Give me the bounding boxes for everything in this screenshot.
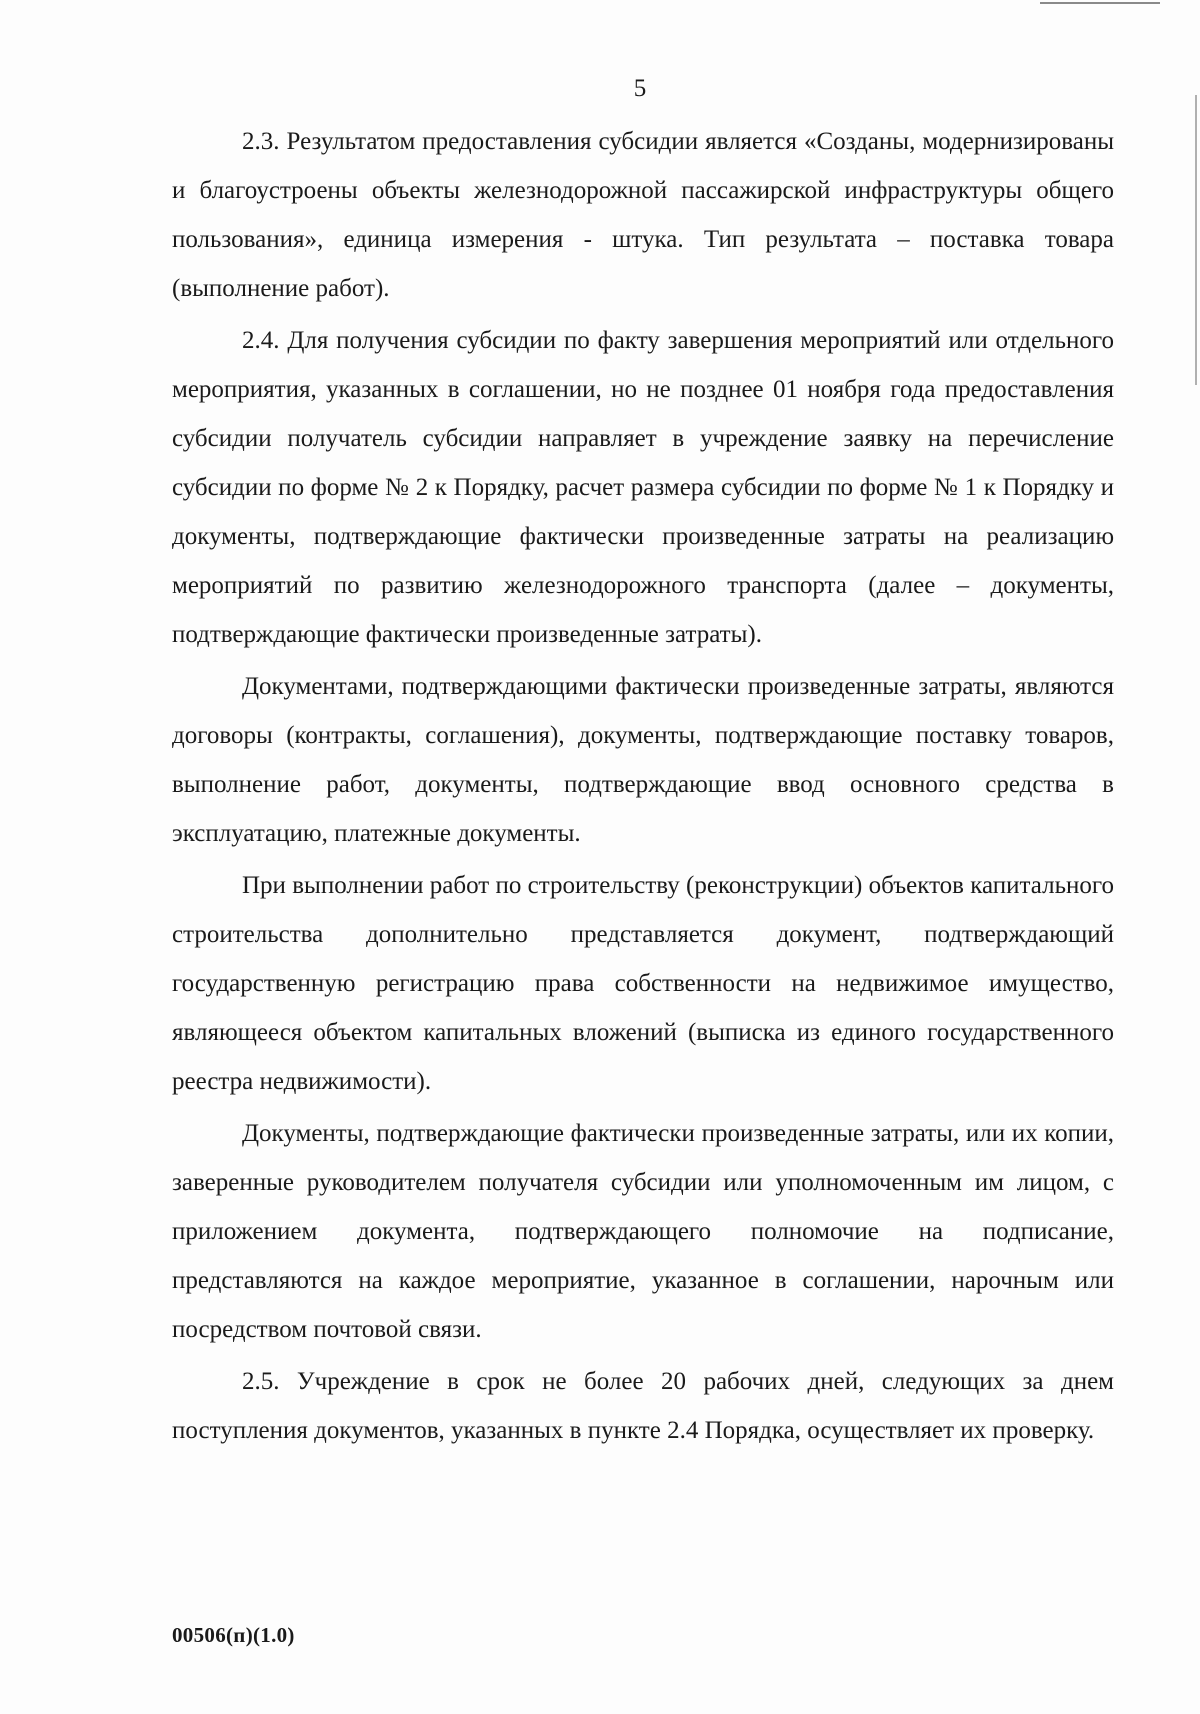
paragraph-2-3: 2.3. Результатом предоставления субсидии является «Созданы, модернизированы и благоустроены объекты железнодорожной пассажирской инфраструктуры общего пользования», единица измерения - штука. Тип результата – поставка товара (выполнение работ). <box>172 128 1114 302</box>
paragraph-construction: При выполнении работ по строительству (реконструкции) объектов капитального строительства дополнительно представляется документ, подтверждающий государственную регистрацию права собственности на недвижимое имущество, являющееся объектом капитальных вложений (выписка из единого государственного реестра недвижимости). <box>172 872 1114 1095</box>
paragraph-copies: Документы, подтверждающие фактически произведенные затраты, или их копии, заверенные руководителем получателя субсидии или уполномоченным им лицом, с приложением документа, подтверждающего полномочие на подписание, представляются на каждое мероприятие, указанное в соглашении, нарочным или посредством почтовой связи. <box>172 1120 1114 1343</box>
scan-side-mark <box>1195 95 1197 385</box>
page-number: 5 <box>633 75 647 102</box>
scan-edge-mark <box>1040 2 1160 4</box>
paragraph-documents-list: Документами, подтверждающими фактически произведенные затраты, являются договоры (контракты, соглашения), документы, подтверждающие поставку товаров, выполнение работ, документы, подтверждающие ввод основного средства в эксплуатацию, платежные документы. <box>172 673 1114 847</box>
document-code: 00506(п)(1.0) <box>172 1623 295 1647</box>
document-body <box>172 117 1114 1455</box>
paragraph-2-5: 2.5. Учреждение в срок не более 20 рабочих дней, следующих за днем поступления документов, указанных в пункте 2.4 Порядка, осуществляет их проверку. <box>172 1368 1114 1444</box>
paragraph-2-4: 2.4. Для получения субсидии по факту завершения мероприятий или отдельного мероприятия, указанных в соглашении, но не позднее 01 ноября года предоставления субсидии получатель субсидии направляет в учреждение заявку на перечисление субсидии по форме № 2 к Порядку, расчет размера субсидии по форме № 1 к Порядку и документы, подтверждающие фактически произведенные затраты на реализацию мероприятий по развитию железнодорожного транспорта (далее – документы, подтверждающие фактически произведенные затраты). <box>172 327 1114 648</box>
